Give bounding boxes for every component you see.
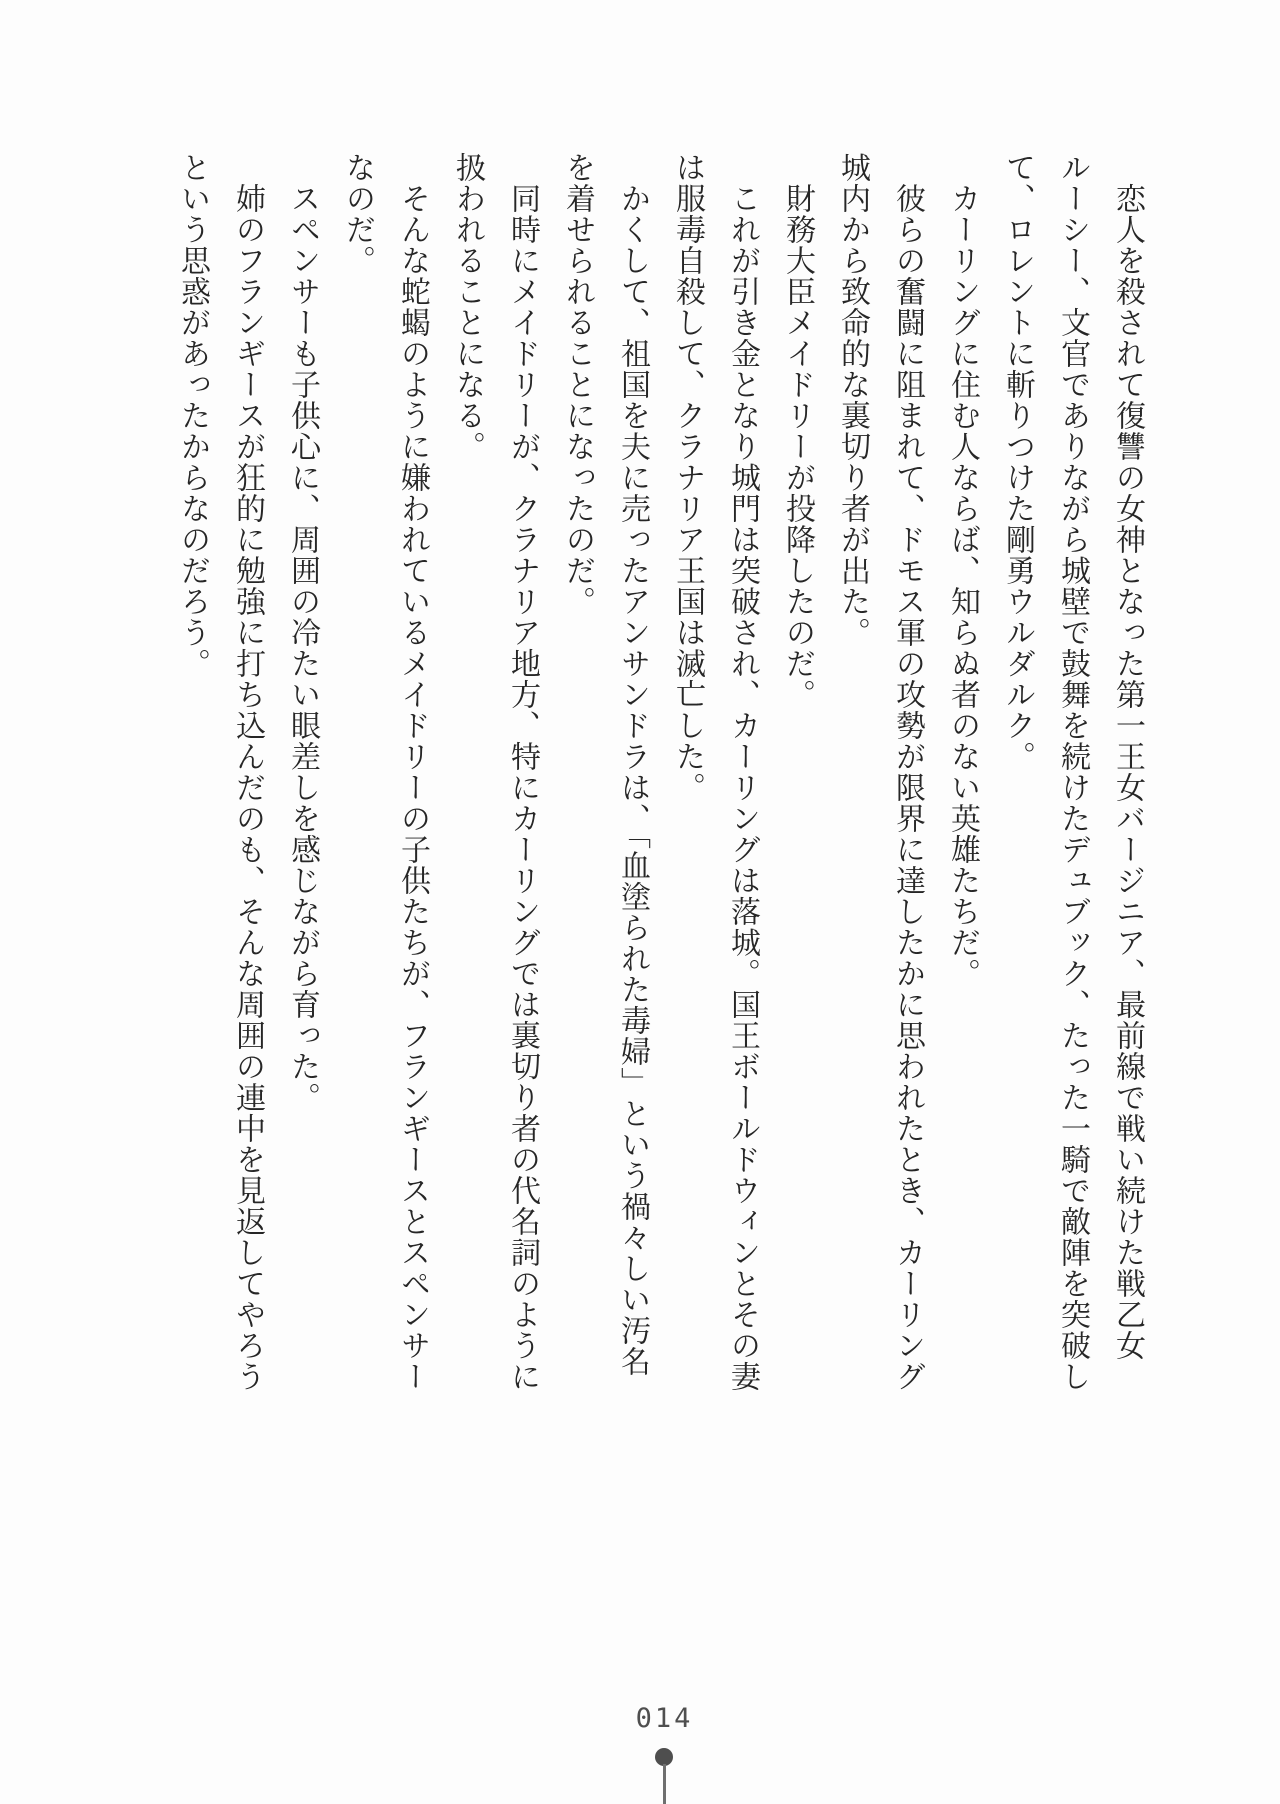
body-text-block: [165, 152, 1155, 1402]
ornament-stem-line: [663, 1764, 666, 1804]
paragraph: カーリングに住む人ならば、知らぬ者のない英雄たちだ。: [945, 183, 980, 989]
paragraph: そんな蛇蝎のように嫌われているメイドリーの子供たちが、フランギースとスペンサーなのだ。: [340, 152, 430, 1392]
paragraph: これが引き金となり城門は突破され、カーリングは落城。国王ボールドウィンとその妻は服毒自殺して、クラナリア王国は滅亡した。: [670, 152, 760, 1392]
paragraph: 姉のフランギースが狂的に勉強に打ち込んだのも、そんな周囲の連中を見返してやろうという思惑があったからなのだろう。: [175, 152, 265, 1392]
paragraph: 恋人を殺されて復讐の女神となった第一王女バージニア、最前線で戦い続けた戦乙女ルーシー、文官でありながら城壁で鼓舞を続けたデュブック、たった一騎で敵陣を突破して、ロレントに斬りつけた剛勇ウルダルク。: [1000, 152, 1145, 1392]
paragraph: 同時にメイドリーが、クラナリア地方、特にカーリングでは裏切り者の代名詞のように扱われることになる。: [450, 152, 540, 1392]
paragraph: スペンサーも子供心に、周囲の冷たい眼差しを感じながら育った。: [285, 183, 320, 1113]
paragraph: かくして、祖国を夫に売ったアンサンドラは、「血塗られた毒婦」という禍々しい汚名を着せられることになったのだ。: [560, 152, 650, 1377]
page-number: 014: [635, 1703, 694, 1734]
paragraph: 彼らの奮闘に阻まれて、ドモス軍の攻勢が限界に達したかに思われたとき、カーリング城内から致命的な裏切り者が出た。: [835, 152, 925, 1392]
paragraph: 財務大臣メイドリーが投降したのだ。: [780, 183, 815, 710]
